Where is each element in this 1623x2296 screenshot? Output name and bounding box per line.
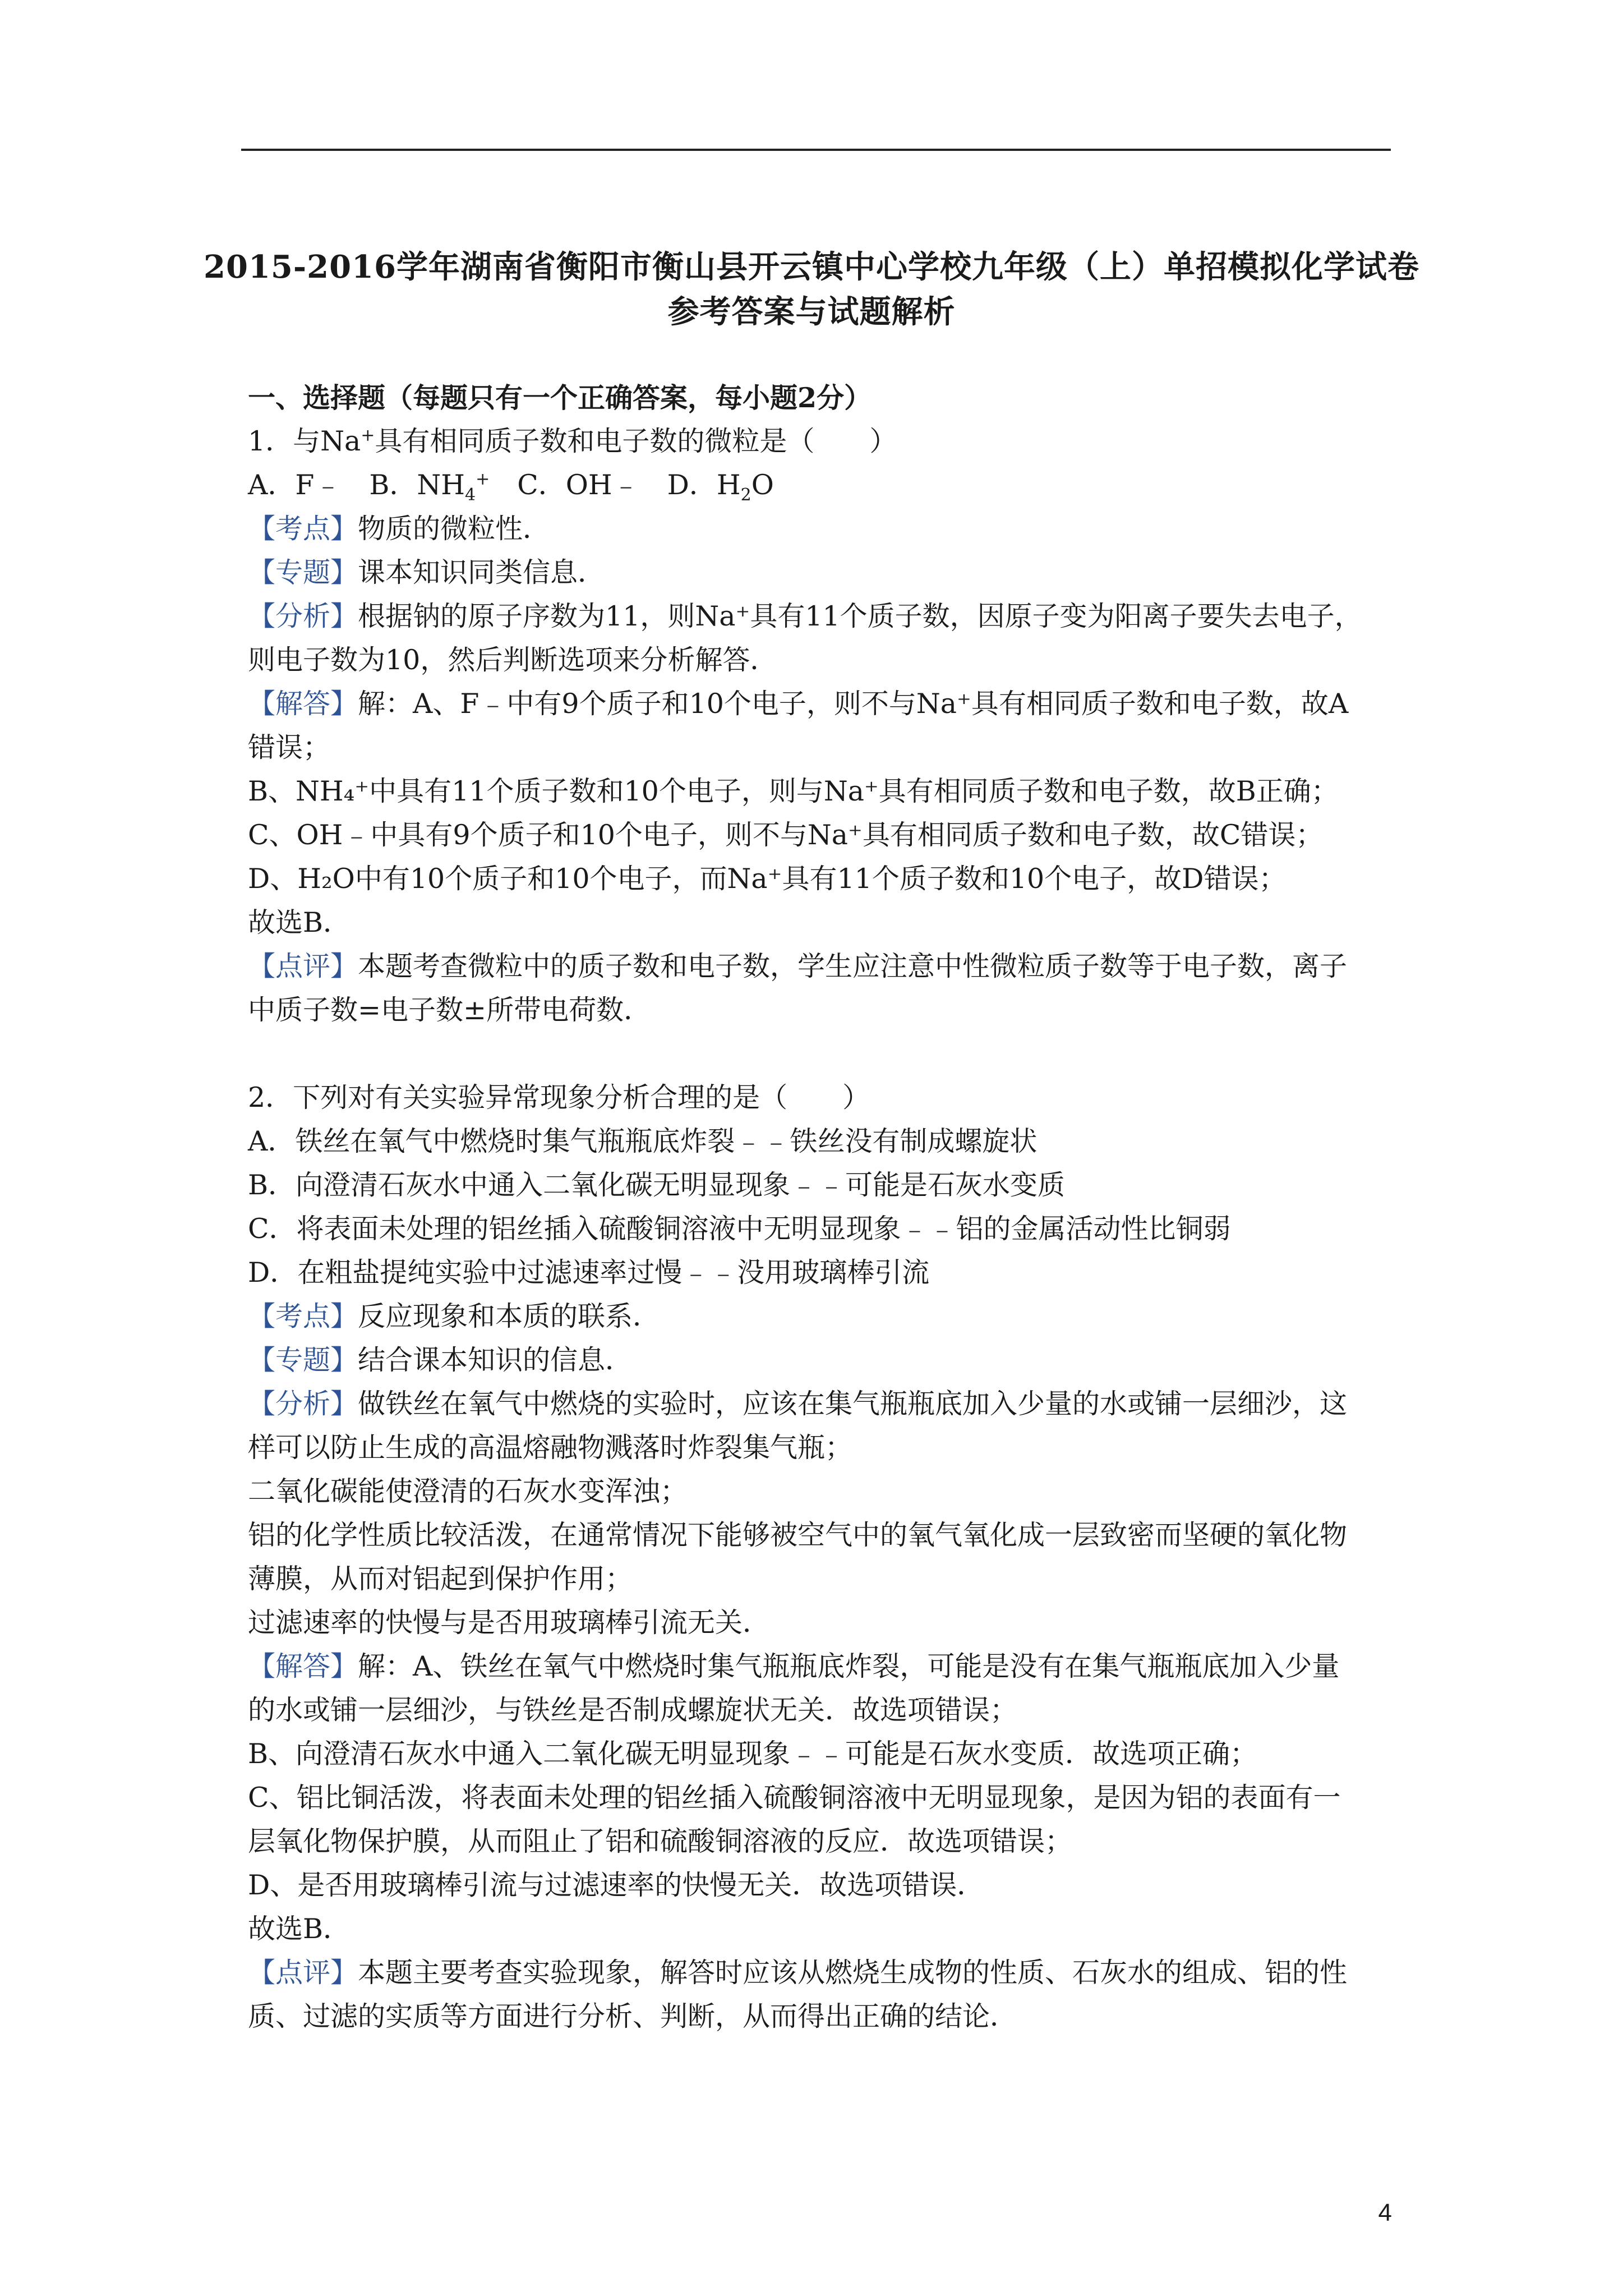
q2-option-d: D．在粗盐提纯实验中过滤速率过慢﹣﹣没用玻璃棒引流 [248,1257,930,1289]
q2-jieda-3: B、向澄清石灰水中通入二氧化碳无明显现象﹣﹣可能是石灰水变质．故选项正确； [248,1738,1258,1770]
document-subtitle: 参考答案与试题解析 [667,293,956,330]
section-heading: 一、选择题（每题只有一个正确答案，每小题2分） [248,381,872,414]
document-title: 2015-2016学年湖南省衡阳市衡山县开云镇中心学校九年级（上）单招模拟化学试卷 [204,249,1419,286]
q1-dianping [248,945,1392,988]
fenxi-tag: 【分析】 [248,600,358,632]
q1-options-sub-2: 2 [740,485,751,505]
q2-dianping [248,1951,1392,1995]
dianping-text: 本题考查微粒中的质子数和电子数，学生应注意中性微粒质子数等于电子数，离子 [358,950,1348,982]
question-2-stem: 2．下列对有关实验异常现象分析合理的是（ ） [248,1082,870,1114]
header-rule [241,149,1391,151]
kaodian-tag: 【考点】 [248,513,358,545]
q1-jieda-6: 故选B． [248,907,351,938]
page-number: 4 [1378,2199,1392,2226]
q2-jieda [248,1645,1392,1688]
q1-jieda [248,682,1392,726]
q2-option-a: A．铁丝在氧气中燃烧时集气瓶瓶底炸裂﹣﹣铁丝没有制成螺旋状 [248,1125,1038,1157]
q1-stem-sup: + [361,425,375,445]
q2-dianping-cont: 质、过滤的实质等方面进行分析、判断，从而得出正确的结论． [248,2000,1018,2032]
q1-jieda-5: D、H₂O中有10个质子和10个电子，而Na⁺具有11个质子数和10个电子，故D错误； [248,863,1287,895]
q2-fenxi-5: 薄膜，从而对铝起到保护作用； [248,1563,633,1595]
zhuanti-text: 课本知识同类信息． [358,556,606,588]
q1-stem-text-2: 具有相同质子数和电子数的微粒是（ ） [375,425,897,457]
q1-options-sub: 4 [465,485,476,505]
jieda-tag: 【解答】 [248,1650,358,1682]
q1-options-text-2: C．OH﹣ D．H [490,469,741,501]
fenxi-text: 根据钠的原子序数为11，则Na⁺具有11个质子数，因原子变为阳离子要失去电子， [358,600,1362,632]
fenxi-tag: 【分析】 [248,1388,358,1420]
zhuanti-text: 结合课本知识的信息． [358,1344,633,1376]
dianping-tag: 【点评】 [248,950,358,982]
q2-fenxi-6: 过滤速率的快慢与是否用玻璃棒引流无关． [248,1607,771,1639]
q1-options-text: A．F﹣ B．NH [248,469,465,501]
q2-fenxi-4: 铝的化学性质比较活泼，在通常情况下能够被空气中的氧气氧化成一层致密而坚硬的氧化物 [248,1519,1348,1551]
zhuanti-tag: 【专题】 [248,556,358,588]
jieda-text: 解：A、铁丝在氧气中燃烧时集气瓶瓶底炸裂，可能是没有在集气瓶瓶底加入少量 [358,1650,1340,1682]
q1-dianping-cont: 中质子数=电子数±所带电荷数． [248,994,652,1026]
q2-zhuanti [248,1338,1392,1382]
zhuanti-tag: 【专题】 [248,1344,358,1376]
q1-fenxi [248,595,1392,638]
q2-kaodian [248,1295,1392,1338]
document-body [248,376,1392,2039]
q2-fenxi-3: 二氧化碳能使澄清的石灰水变浑浊； [248,1475,688,1507]
q1-stem-text: 1．与Na [248,425,361,457]
q2-option-c: C．将表面未处理的铝丝插入硫酸铜溶液中无明显现象﹣﹣铝的金属活动性比铜弱 [248,1213,1231,1245]
question-1-options [248,463,1392,507]
q1-zhuanti [248,551,1392,595]
q2-jieda-4: C、铝比铜活泼，将表面未处理的铝丝插入硫酸铜溶液中无明显现象，是因为铝的表面有一 [248,1782,1341,1814]
dianping-tag: 【点评】 [248,1957,358,1989]
q1-jieda-2: 错误； [248,731,331,763]
q1-options-sup: + [476,469,490,489]
q2-fenxi [248,1382,1392,1426]
q2-jieda-7: 故选B． [248,1913,351,1945]
dianping-text: 本题主要考查实验现象，解答时应该从燃烧生成物的性质、石灰水的组成、铝的性 [358,1957,1348,1989]
jieda-text: 解：A、F﹣中有9个质子和10个电子，则不与Na⁺具有相同质子数和电子数，故A [358,688,1349,720]
kaodian-text: 物质的微粒性． [358,513,551,545]
question-1-stem [248,420,1392,463]
fenxi-text: 做铁丝在氧气中燃烧的实验时，应该在集气瓶瓶底加入少量的水或铺一层细沙，这 [358,1388,1348,1420]
q2-jieda-6: D、是否用玻璃棒引流与过滤速率的快慢无关．故选项错误． [248,1869,985,1901]
q2-jieda-2: 的水或铺一层细沙，与铁丝是否制成螺旋状无关．故选项错误； [248,1694,1018,1726]
kaodian-tag: 【考点】 [248,1300,358,1332]
kaodian-text: 反应现象和本质的联系． [358,1300,661,1332]
spacer [248,1032,1392,1076]
q1-kaodian [248,507,1392,551]
q1-jieda-4: C、OH﹣中具有9个质子和10个电子，则不与Na⁺具有相同质子数和电子数，故C错误； [248,819,1324,851]
jieda-tag: 【解答】 [248,688,358,720]
q2-fenxi-2: 样可以防止生成的高温熔融物溅落时炸裂集气瓶； [248,1432,853,1464]
q1-options-text-3: O [751,469,774,501]
q2-option-b: B．向澄清石灰水中通入二氧化碳无明显现象﹣﹣可能是石灰水变质 [248,1169,1066,1201]
q1-jieda-3: B、NH₄⁺中具有11个质子数和10个电子，则与Na⁺具有相同质子数和电子数，故B正确； [248,775,1339,807]
q1-fenxi-cont: 则电子数为10，然后判断选项来分析解答． [248,644,778,676]
q2-jieda-5: 层氧化物保护膜，从而阻止了铝和硫酸铜溶液的反应．故选项错误； [248,1825,1073,1857]
